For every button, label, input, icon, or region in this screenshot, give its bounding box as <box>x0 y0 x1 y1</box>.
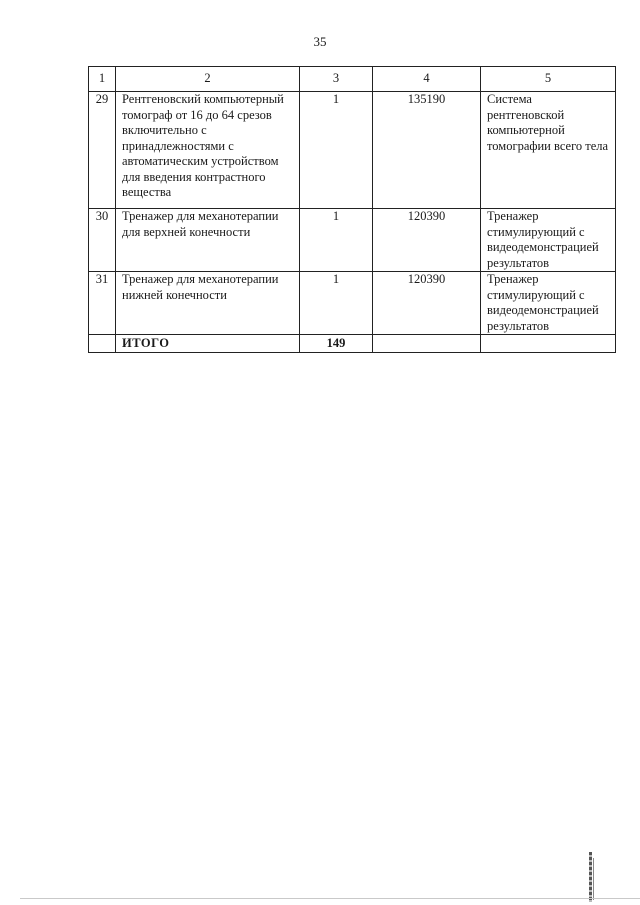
page-number: 35 <box>313 34 327 49</box>
total-quantity: 149 <box>300 335 373 353</box>
scan-artifact <box>589 852 592 902</box>
row-number: 30 <box>89 209 116 272</box>
column-header-4: 4 <box>373 67 481 92</box>
equipment-name: Тренажер для механотерапии нижней конечности <box>116 272 300 335</box>
equipment-name: Рентгеновский компьютерный томограф от 16 до 64 срезов включительно с принадлежностями с автоматическим устройством для введения контрастного вещества <box>116 92 300 209</box>
total-empty-cell <box>373 335 481 353</box>
total-empty-cell <box>89 335 116 353</box>
page-edge-line <box>20 898 640 899</box>
equipment-name: Тренажер для механотерапии для верхней конечности <box>116 209 300 272</box>
total-empty-cell <box>481 335 616 353</box>
table-header-row <box>89 67 616 92</box>
column-header-3: 3 <box>300 67 373 92</box>
equipment-type: Тренажер стимулирующий с видеодемонстрацией результатов <box>481 272 616 335</box>
table-row <box>89 209 616 272</box>
column-header-1: 1 <box>89 67 116 92</box>
scan-artifact <box>593 858 594 900</box>
equipment-table <box>88 66 616 353</box>
equipment-type: Тренажер стимулирующий с видеодемонстрацией результатов <box>481 209 616 272</box>
table-row <box>89 92 616 209</box>
table-row <box>89 272 616 335</box>
equipment-code: 120390 <box>373 272 481 335</box>
equipment-quantity: 1 <box>300 272 373 335</box>
equipment-type: Система рентгеновской компьютерной томографии всего тела <box>481 92 616 209</box>
total-label: ИТОГО <box>116 335 300 353</box>
column-header-5: 5 <box>481 67 616 92</box>
equipment-code: 120390 <box>373 209 481 272</box>
total-row <box>89 335 616 353</box>
equipment-quantity: 1 <box>300 209 373 272</box>
equipment-code: 135190 <box>373 92 481 209</box>
row-number: 31 <box>89 272 116 335</box>
row-number: 29 <box>89 92 116 209</box>
equipment-quantity: 1 <box>300 92 373 209</box>
column-header-2: 2 <box>116 67 300 92</box>
